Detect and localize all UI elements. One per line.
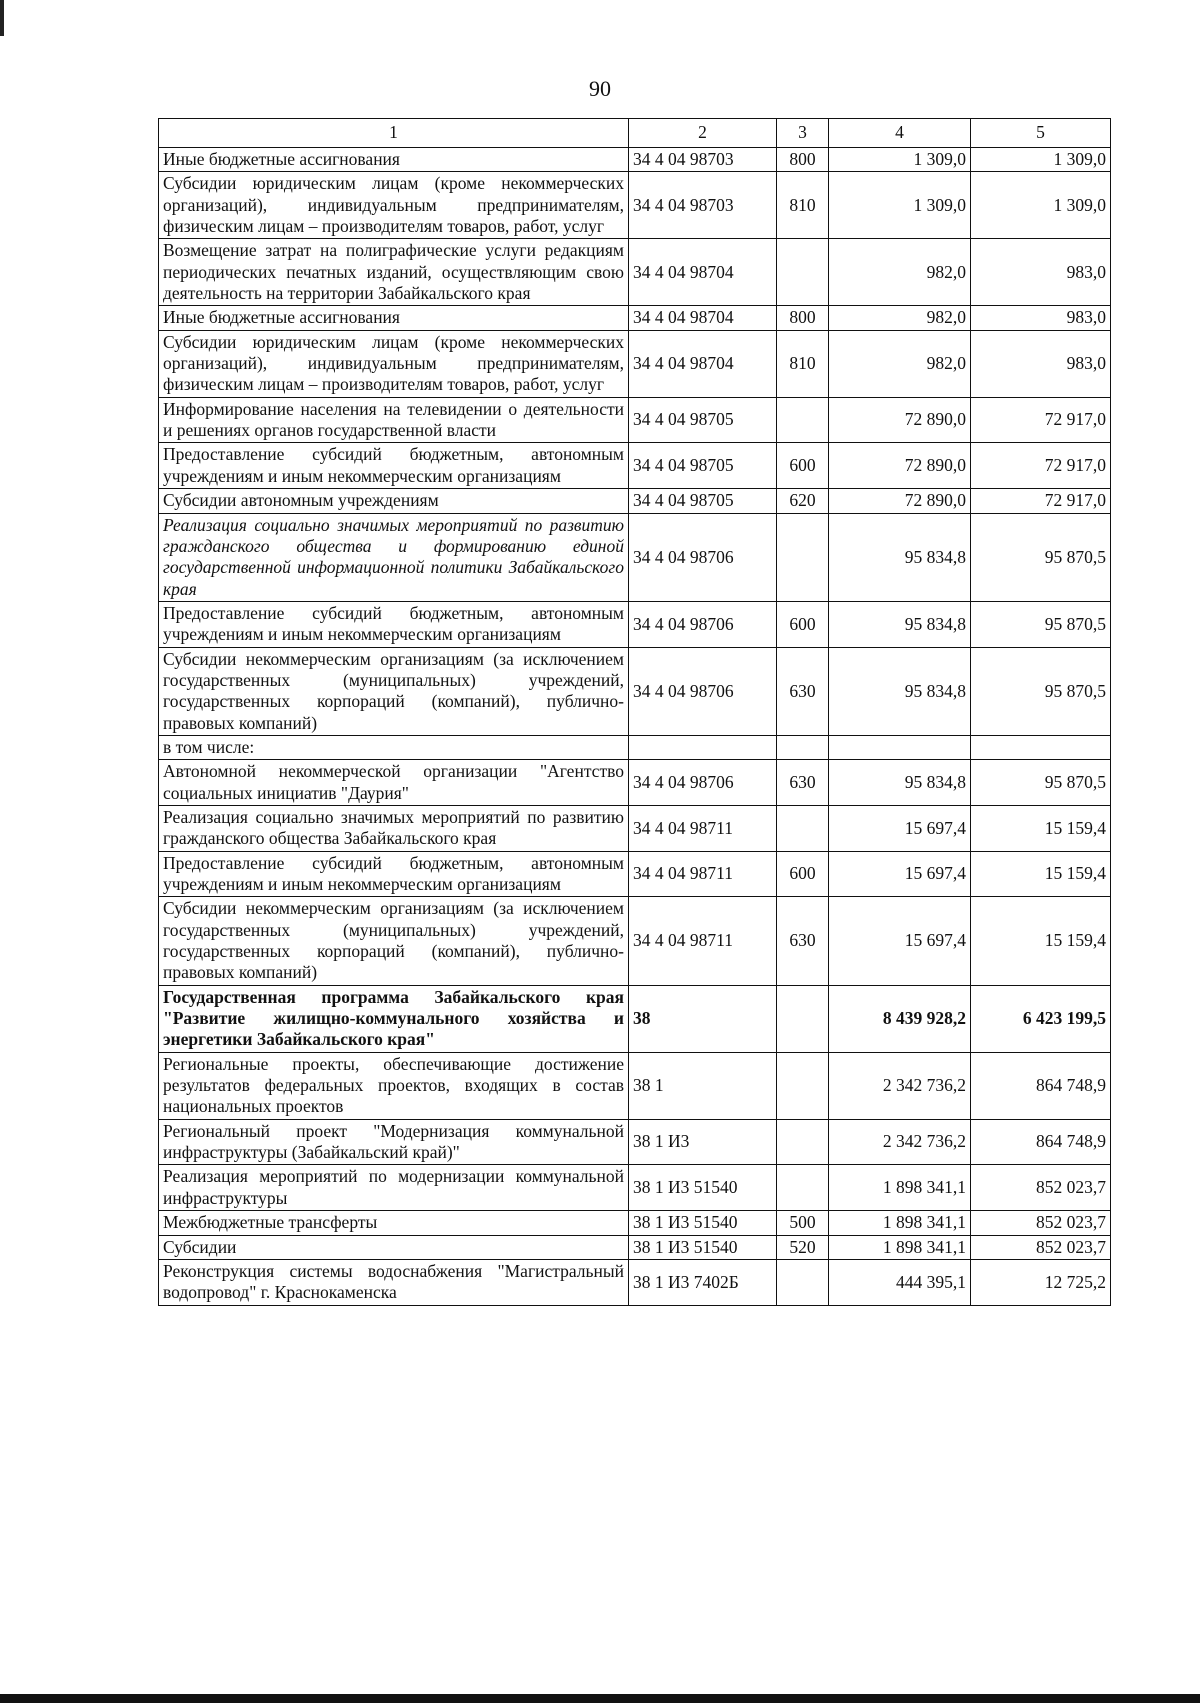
row-name-cell: Реализация мероприятий по модернизации коммунальной инфраструктуры xyxy=(159,1165,629,1211)
table-row xyxy=(159,760,1111,806)
row-amount-col4-cell: 982,0 xyxy=(829,330,971,397)
row-name-cell: Реализация социально значимых мероприятий по развитию гражданского общества Забайкальского края xyxy=(159,805,629,851)
row-expense-type-cell: 500 xyxy=(777,1211,829,1235)
row-code-cell: 34 4 04 98706 xyxy=(629,647,777,735)
row-amount-col5-cell: 1 309,0 xyxy=(971,172,1111,239)
row-amount-col5-cell: 15 159,4 xyxy=(971,851,1111,897)
row-amount-col4-cell: 1 898 341,1 xyxy=(829,1165,971,1211)
table-row xyxy=(159,1211,1111,1235)
row-amount-col5-cell: 864 748,9 xyxy=(971,1052,1111,1119)
row-code-cell: 34 4 04 98705 xyxy=(629,489,777,513)
row-expense-type-cell: 630 xyxy=(777,897,829,985)
table-header-row xyxy=(159,119,1111,148)
row-name-cell: Субсидии юридическим лицам (кроме некоммерческих организаций), индивидуальным предпринимателям, физическим лицам – производителям товаров, работ, услуг xyxy=(159,172,629,239)
table-row xyxy=(159,513,1111,601)
row-expense-type-cell: 600 xyxy=(777,601,829,647)
row-expense-type-cell: 620 xyxy=(777,489,829,513)
row-code-cell: 38 1 И3 51540 xyxy=(629,1235,777,1259)
row-amount-col5-cell: 864 748,9 xyxy=(971,1119,1111,1165)
table-row xyxy=(159,443,1111,489)
row-code-cell: 34 4 04 98704 xyxy=(629,330,777,397)
row-expense-type-cell xyxy=(777,985,829,1052)
table-row xyxy=(159,1165,1111,1211)
row-name-cell: Региональный проект "Модернизация коммунальной инфраструктуры (Забайкальский край)" xyxy=(159,1119,629,1165)
row-expense-type-cell: 600 xyxy=(777,443,829,489)
table-row xyxy=(159,897,1111,985)
row-name-cell: Информирование населения на телевидении о деятельности и решениях органов государственной власти xyxy=(159,397,629,443)
table-row xyxy=(159,1119,1111,1165)
header-col-2: 2 xyxy=(629,119,777,148)
row-amount-col5-cell: 983,0 xyxy=(971,306,1111,330)
row-name-cell: Субсидии xyxy=(159,1235,629,1259)
row-amount-col5-cell: 72 917,0 xyxy=(971,443,1111,489)
row-amount-col5-cell: 983,0 xyxy=(971,330,1111,397)
row-code-cell: 34 4 04 98711 xyxy=(629,805,777,851)
header-col-5: 5 xyxy=(971,119,1111,148)
row-amount-col4-cell: 15 697,4 xyxy=(829,851,971,897)
row-amount-col4-cell: 2 342 736,2 xyxy=(829,1119,971,1165)
header-col-1: 1 xyxy=(159,119,629,148)
row-name-cell: Возмещение затрат на полиграфические услуги редакциям периодических печатных изданий, осуществляющим свою деятельность на территории Забайкальского края xyxy=(159,239,629,306)
row-expense-type-cell xyxy=(777,1119,829,1165)
row-name-cell: Предоставление субсидий бюджетным, автономным учреждениям и иным некоммерческим организациям xyxy=(159,851,629,897)
row-code-cell: 34 4 04 98705 xyxy=(629,397,777,443)
row-code-cell: 34 4 04 98706 xyxy=(629,513,777,601)
row-amount-col5-cell: 852 023,7 xyxy=(971,1165,1111,1211)
row-amount-col4-cell: 72 890,0 xyxy=(829,443,971,489)
row-expense-type-cell: 800 xyxy=(777,306,829,330)
table-row xyxy=(159,1052,1111,1119)
row-amount-col4-cell: 1 898 341,1 xyxy=(829,1235,971,1259)
row-amount-col5-cell: 983,0 xyxy=(971,239,1111,306)
row-amount-col5-cell: 95 870,5 xyxy=(971,601,1111,647)
table-row xyxy=(159,1235,1111,1259)
row-name-cell: Субсидии автономным учреждениям xyxy=(159,489,629,513)
row-name-cell: Межбюджетные трансферты xyxy=(159,1211,629,1235)
row-amount-col4-cell: 15 697,4 xyxy=(829,897,971,985)
row-expense-type-cell xyxy=(777,735,829,759)
row-name-cell: Иные бюджетные ассигнования xyxy=(159,306,629,330)
row-name-cell: Региональные проекты, обеспечивающие достижение результатов федеральных проектов, входящих в состав национальных проектов xyxy=(159,1052,629,1119)
row-code-cell: 38 xyxy=(629,985,777,1052)
row-name-cell: Предоставление субсидий бюджетным, автономным учреждениям и иным некоммерческим организациям xyxy=(159,443,629,489)
row-amount-col5-cell: 72 917,0 xyxy=(971,397,1111,443)
row-code-cell: 34 4 04 98704 xyxy=(629,306,777,330)
row-expense-type-cell: 520 xyxy=(777,1235,829,1259)
table-row xyxy=(159,306,1111,330)
row-amount-col5-cell: 1 309,0 xyxy=(971,148,1111,172)
table-row xyxy=(159,805,1111,851)
row-name-cell: Реализация социально значимых мероприятий по развитию гражданского общества и формированию единой государственной информационной политики Забайкальского края xyxy=(159,513,629,601)
row-expense-type-cell: 810 xyxy=(777,330,829,397)
row-expense-type-cell xyxy=(777,397,829,443)
table-row xyxy=(159,148,1111,172)
header-col-3: 3 xyxy=(777,119,829,148)
table-row xyxy=(159,851,1111,897)
row-amount-col5-cell: 12 725,2 xyxy=(971,1259,1111,1305)
row-code-cell: 34 4 04 98705 xyxy=(629,443,777,489)
table-row xyxy=(159,735,1111,759)
row-amount-col4-cell: 72 890,0 xyxy=(829,489,971,513)
row-code-cell: 38 1 И3 51540 xyxy=(629,1165,777,1211)
row-name-cell: Автономной некоммерческой организации "Агентство социальных инициатив "Даурия" xyxy=(159,760,629,806)
row-amount-col4-cell: 2 342 736,2 xyxy=(829,1052,971,1119)
table-body xyxy=(159,148,1111,1306)
row-code-cell: 38 1 И3 7402Б xyxy=(629,1259,777,1305)
row-name-cell: в том числе: xyxy=(159,735,629,759)
row-amount-col5-cell: 95 870,5 xyxy=(971,760,1111,806)
row-name-cell: Субсидии некоммерческим организациям (за исключением государственных (муниципальных) учреждений, государственных корпораций (компаний), публично-правовых компаний) xyxy=(159,647,629,735)
row-name-cell: Реконструкция системы водоснабжения "Магистральный водопровод" г. Краснокаменска xyxy=(159,1259,629,1305)
scan-edge-left xyxy=(0,0,4,36)
row-amount-col4-cell: 444 395,1 xyxy=(829,1259,971,1305)
row-expense-type-cell xyxy=(777,513,829,601)
row-amount-col5-cell: 15 159,4 xyxy=(971,805,1111,851)
row-amount-col5-cell: 6 423 199,5 xyxy=(971,985,1111,1052)
row-expense-type-cell: 630 xyxy=(777,760,829,806)
row-amount-col5-cell: 95 870,5 xyxy=(971,513,1111,601)
table-row xyxy=(159,172,1111,239)
row-amount-col4-cell: 72 890,0 xyxy=(829,397,971,443)
row-amount-col4-cell: 15 697,4 xyxy=(829,805,971,851)
row-amount-col4-cell: 1 309,0 xyxy=(829,172,971,239)
row-amount-col4-cell: 95 834,8 xyxy=(829,647,971,735)
row-amount-col5-cell: 852 023,7 xyxy=(971,1235,1111,1259)
row-name-cell: Иные бюджетные ассигнования xyxy=(159,148,629,172)
row-code-cell: 34 4 04 98704 xyxy=(629,239,777,306)
row-name-cell: Предоставление субсидий бюджетным, автономным учреждениям и иным некоммерческим организациям xyxy=(159,601,629,647)
row-code-cell: 34 4 04 98711 xyxy=(629,851,777,897)
row-amount-col4-cell: 95 834,8 xyxy=(829,601,971,647)
row-expense-type-cell: 800 xyxy=(777,148,829,172)
table-row xyxy=(159,239,1111,306)
header-col-4: 4 xyxy=(829,119,971,148)
row-code-cell: 38 1 И3 xyxy=(629,1119,777,1165)
row-code-cell: 34 4 04 98703 xyxy=(629,148,777,172)
row-code-cell: 34 4 04 98706 xyxy=(629,601,777,647)
row-expense-type-cell xyxy=(777,1165,829,1211)
row-expense-type-cell xyxy=(777,805,829,851)
table-row xyxy=(159,489,1111,513)
row-amount-col4-cell: 8 439 928,2 xyxy=(829,985,971,1052)
row-amount-col5-cell xyxy=(971,735,1111,759)
table-row xyxy=(159,330,1111,397)
table-row xyxy=(159,1259,1111,1305)
row-amount-col5-cell: 15 159,4 xyxy=(971,897,1111,985)
row-amount-col4-cell: 1 898 341,1 xyxy=(829,1211,971,1235)
page-number: 90 xyxy=(589,76,611,101)
row-code-cell xyxy=(629,735,777,759)
row-amount-col5-cell: 95 870,5 xyxy=(971,647,1111,735)
table-row xyxy=(159,647,1111,735)
row-amount-col4-cell xyxy=(829,735,971,759)
row-code-cell: 38 1 xyxy=(629,1052,777,1119)
row-expense-type-cell xyxy=(777,239,829,306)
row-name-cell: Субсидии юридическим лицам (кроме некоммерческих организаций), индивидуальным предпринимателям, физическим лицам – производителям товаров, работ, услуг xyxy=(159,330,629,397)
row-amount-col5-cell: 72 917,0 xyxy=(971,489,1111,513)
table-row xyxy=(159,397,1111,443)
row-name-cell: Государственная программа Забайкальского края "Развитие жилищно-коммунального хозяйства и энергетики Забайкальского края" xyxy=(159,985,629,1052)
table-row xyxy=(159,601,1111,647)
row-code-cell: 34 4 04 98703 xyxy=(629,172,777,239)
row-code-cell: 38 1 И3 51540 xyxy=(629,1211,777,1235)
budget-table xyxy=(158,118,1111,1306)
row-expense-type-cell xyxy=(777,1052,829,1119)
row-expense-type-cell: 810 xyxy=(777,172,829,239)
row-amount-col4-cell: 95 834,8 xyxy=(829,760,971,806)
row-amount-col4-cell: 982,0 xyxy=(829,239,971,306)
row-amount-col4-cell: 95 834,8 xyxy=(829,513,971,601)
scan-edge-bottom xyxy=(0,1694,1200,1703)
row-name-cell: Субсидии некоммерческим организациям (за исключением государственных (муниципальных) учреждений, государственных корпораций (компаний), публично-правовых компаний) xyxy=(159,897,629,985)
row-code-cell: 34 4 04 98706 xyxy=(629,760,777,806)
row-code-cell: 34 4 04 98711 xyxy=(629,897,777,985)
row-expense-type-cell xyxy=(777,1259,829,1305)
row-expense-type-cell: 630 xyxy=(777,647,829,735)
table-row xyxy=(159,985,1111,1052)
row-amount-col5-cell: 852 023,7 xyxy=(971,1211,1111,1235)
row-expense-type-cell: 600 xyxy=(777,851,829,897)
row-amount-col4-cell: 982,0 xyxy=(829,306,971,330)
row-amount-col4-cell: 1 309,0 xyxy=(829,148,971,172)
